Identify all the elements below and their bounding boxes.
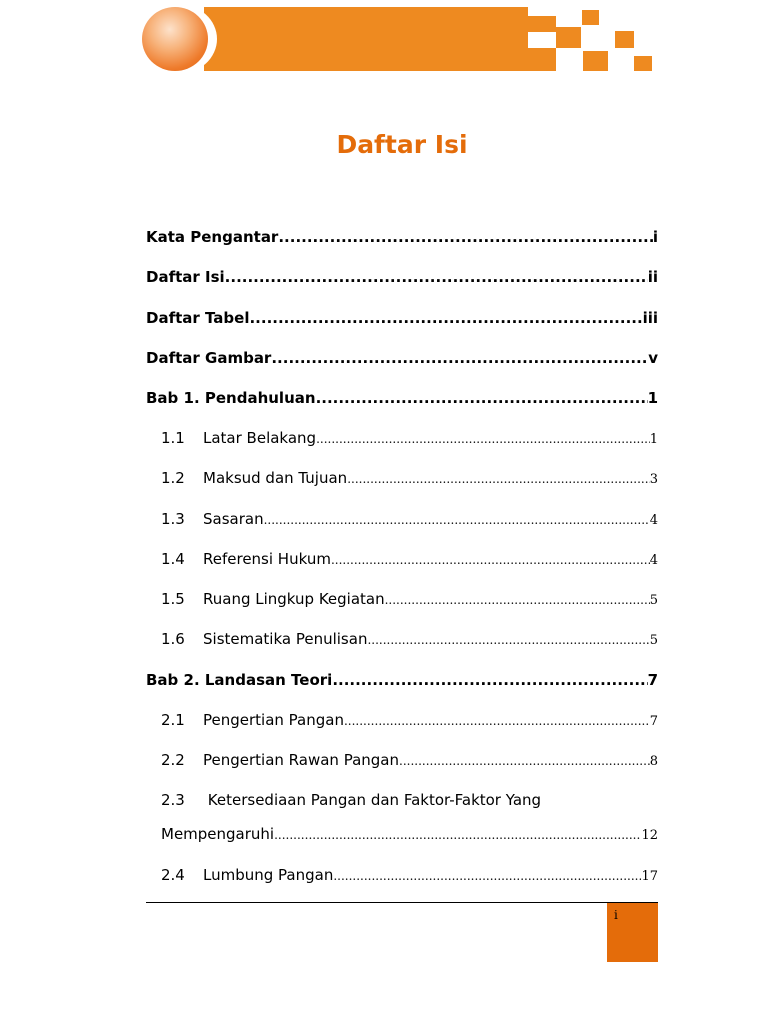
toc-entry-label: Daftar Isi (146, 268, 225, 286)
toc-subentry-number: 1.1 (161, 429, 185, 447)
toc-page-number: 3 (649, 472, 658, 487)
toc-page-number: v (648, 349, 658, 367)
toc-leader-dots (347, 472, 650, 486)
toc-page-number: 4 (649, 513, 658, 528)
toc-subentry-2-4[interactable] (161, 866, 658, 884)
toc-subentry-label: Pengertian Rawan Pangan (203, 751, 399, 769)
header-logo-sphere-icon (142, 7, 208, 71)
toc-subentry-label: Ketersediaan Pangan dan Faktor-Faktor Yang (207, 791, 542, 809)
toc-subentry-label: Sasaran (203, 510, 264, 528)
toc-leader-dots (399, 754, 650, 768)
toc-page-number: 12 (641, 828, 658, 843)
toc-page-number: 4 (649, 553, 658, 568)
toc-subentry-label: Lumbung Pangan (203, 866, 334, 884)
toc-page-number: ii (647, 268, 658, 286)
toc-leader-dots (344, 714, 650, 728)
toc-leader-dots (331, 553, 650, 567)
toc-subentry-1-1[interactable] (161, 429, 658, 447)
toc-page-number: 1 (647, 389, 658, 407)
toc-page-number: 5 (649, 633, 658, 648)
toc-leader-dots (367, 633, 649, 647)
toc-subentry-2-2[interactable] (161, 751, 658, 769)
toc-subentry-label: Pengertian Pangan (203, 711, 344, 729)
toc-subentry-number: 2.4 (161, 866, 185, 884)
toc-entry-label: Bab 1. Pendahuluan (146, 389, 316, 407)
page-title: Daftar Isi (336, 130, 468, 159)
toc-subentry-1-3[interactable] (161, 510, 658, 528)
toc-leader-dots (333, 869, 641, 883)
toc-subentry-number: 2.2 (161, 751, 185, 769)
toc-subentry-label: Mempengaruhi (161, 825, 275, 843)
header-band (204, 7, 556, 71)
toc-leader-dots (225, 268, 648, 286)
toc-page-number: 8 (649, 754, 658, 769)
toc-subentry-1-5[interactable] (161, 590, 658, 608)
toc-subentry-number: 1.3 (161, 510, 185, 528)
toc-leader-dots (264, 513, 650, 527)
toc-leader-dots (271, 349, 648, 367)
toc-page-number: 17 (641, 869, 658, 884)
toc-page-number: iii (642, 309, 658, 327)
decorative-square (615, 31, 634, 48)
toc-subentry-2-3-line1[interactable] (161, 791, 541, 809)
decorative-square (583, 51, 608, 71)
toc-subentry-label: Sistematika Penulisan (203, 630, 368, 648)
decorative-square (528, 16, 543, 32)
toc-subentry-label: Maksud dan Tujuan (203, 469, 348, 487)
toc-leader-dots (332, 671, 647, 689)
toc-page-number: 7 (647, 671, 658, 689)
toc-entry-bab-2[interactable] (146, 671, 658, 689)
toc-entry-label: Bab 2. Landasan Teori (146, 671, 333, 689)
toc-subentry-1-6[interactable] (161, 630, 658, 648)
toc-subentry-2-3-line2[interactable] (161, 825, 658, 843)
toc-entry-daftar-isi[interactable] (146, 268, 658, 286)
toc-subentry-number: 2.1 (161, 711, 185, 729)
toc-subentry-label: Referensi Hukum (203, 550, 331, 568)
footer-page-number: i (614, 908, 618, 922)
toc-entry-bab-1[interactable] (146, 389, 658, 407)
toc-page-number: 1 (649, 432, 658, 447)
toc-entry-daftar-gambar[interactable] (146, 349, 658, 367)
decorative-square (634, 56, 652, 71)
toc-entry-kata-pengantar[interactable] (146, 228, 658, 246)
toc-entry-label: Daftar Gambar (146, 349, 272, 367)
toc-leader-dots (274, 828, 641, 842)
decorative-square (528, 48, 556, 71)
toc-subentry-label: Ruang Lingkup Kegiatan (203, 590, 385, 608)
toc-subentry-number: 1.4 (161, 550, 185, 568)
toc-page-number: 5 (649, 593, 658, 608)
toc-entry-daftar-tabel[interactable] (146, 309, 658, 327)
decorative-square (556, 27, 581, 48)
toc-page-number: i (652, 228, 658, 246)
toc-entry-label: Kata Pengantar (146, 228, 279, 246)
toc-leader-dots (249, 309, 642, 327)
toc-page-number: 7 (649, 714, 658, 729)
toc-subentry-number: 1.6 (161, 630, 185, 648)
toc-subentry-number: 1.5 (161, 590, 185, 608)
toc-subentry-label: Latar Belakang (203, 429, 317, 447)
decorative-cutout (528, 7, 556, 16)
footer-divider (146, 902, 658, 903)
toc-subentry-1-2[interactable] (161, 469, 658, 487)
toc-subentry-2-1[interactable] (161, 711, 658, 729)
toc-leader-dots (278, 228, 653, 246)
toc-subentry-number: 2.3 (161, 791, 185, 809)
toc-entry-label: Daftar Tabel (146, 309, 250, 327)
decorative-cutout (528, 32, 556, 48)
toc-subentry-1-4[interactable] (161, 550, 658, 568)
toc-leader-dots (316, 432, 650, 446)
toc-subentry-number: 1.2 (161, 469, 185, 487)
decorative-square (582, 10, 599, 25)
toc-leader-dots (316, 389, 648, 407)
toc-leader-dots (385, 593, 650, 607)
